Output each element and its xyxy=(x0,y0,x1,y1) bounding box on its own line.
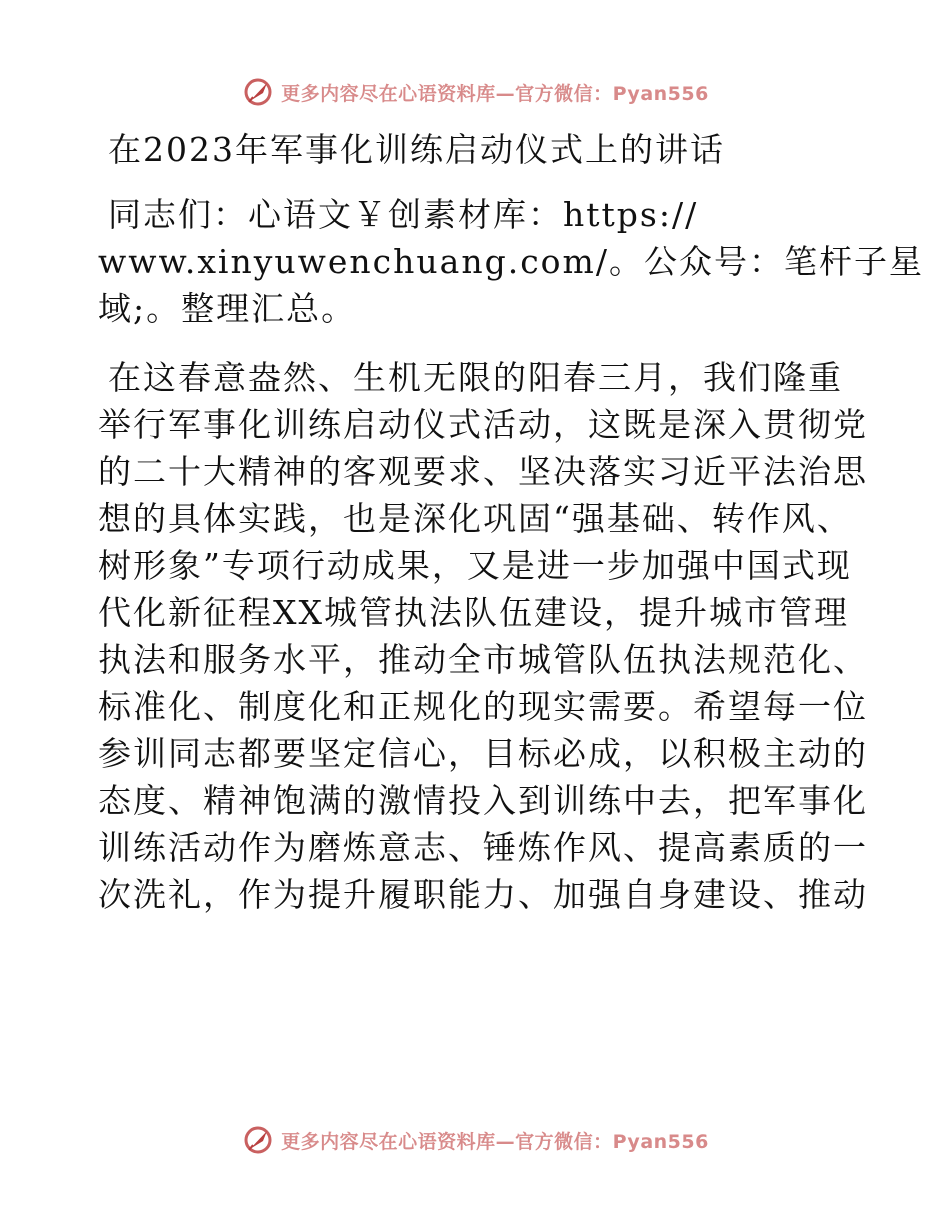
body-paragraph xyxy=(98,354,868,918)
document-body xyxy=(98,120,924,918)
body-line: 想的具体实践，也是深化巩固“强基础、转作风、 xyxy=(98,499,852,538)
body-line: 在这春意盎然、生机无限的阳春三月，我们隆重 xyxy=(108,358,843,397)
body-line: 的二十大精神的客观要求、坚决落实习近平法治思 xyxy=(98,452,868,491)
body-line: 代化新征程XX城管执法队伍建设，提升城市管理 xyxy=(98,593,849,632)
watermark-text: 更多内容尽在心语资料库—官方微信：Pyan556 xyxy=(281,1130,709,1153)
body-line: 执法和服务水平，推动全市城管队伍执法规范化、 xyxy=(98,640,868,679)
quill-logo-icon xyxy=(241,1123,275,1157)
header-watermark xyxy=(0,72,950,112)
body-line: 标准化、制度化和正规化的现实需要。希望每一位 xyxy=(98,687,868,726)
body-line: 次洗礼，作为提升履职能力、加强自身建设、推动 xyxy=(98,875,868,914)
body-line: 参训同志都要坚定信心，目标必成，以积极主动的 xyxy=(98,734,868,773)
body-line: 训练活动作为磨炼意志、锤炼作风、提高素质的一 xyxy=(98,828,868,867)
intro-line: 域;。整理汇总。 xyxy=(98,289,357,328)
body-line: 态度、精神饱满的激情投入到训练中去，把军事化 xyxy=(98,781,868,820)
intro-paragraph xyxy=(98,191,924,332)
intro-line: 同志们：心语文￥创素材库：https:// xyxy=(108,195,699,234)
quill-logo-icon xyxy=(241,75,275,109)
footer-watermark xyxy=(0,1120,950,1160)
body-line: 举行军事化训练启动仪式活动，这既是深入贯彻党 xyxy=(98,405,868,444)
document-title: 在2023年军事化训练启动仪式上的讲话 xyxy=(108,130,725,169)
body-line: 树形象”专项行动成果，又是进一步加强中国式现 xyxy=(98,546,852,585)
watermark-text: 更多内容尽在心语资料库—官方微信：Pyan556 xyxy=(281,82,709,105)
intro-line: www.xinyuwenchuang.com/。公众号：笔杆子星 xyxy=(98,242,924,281)
